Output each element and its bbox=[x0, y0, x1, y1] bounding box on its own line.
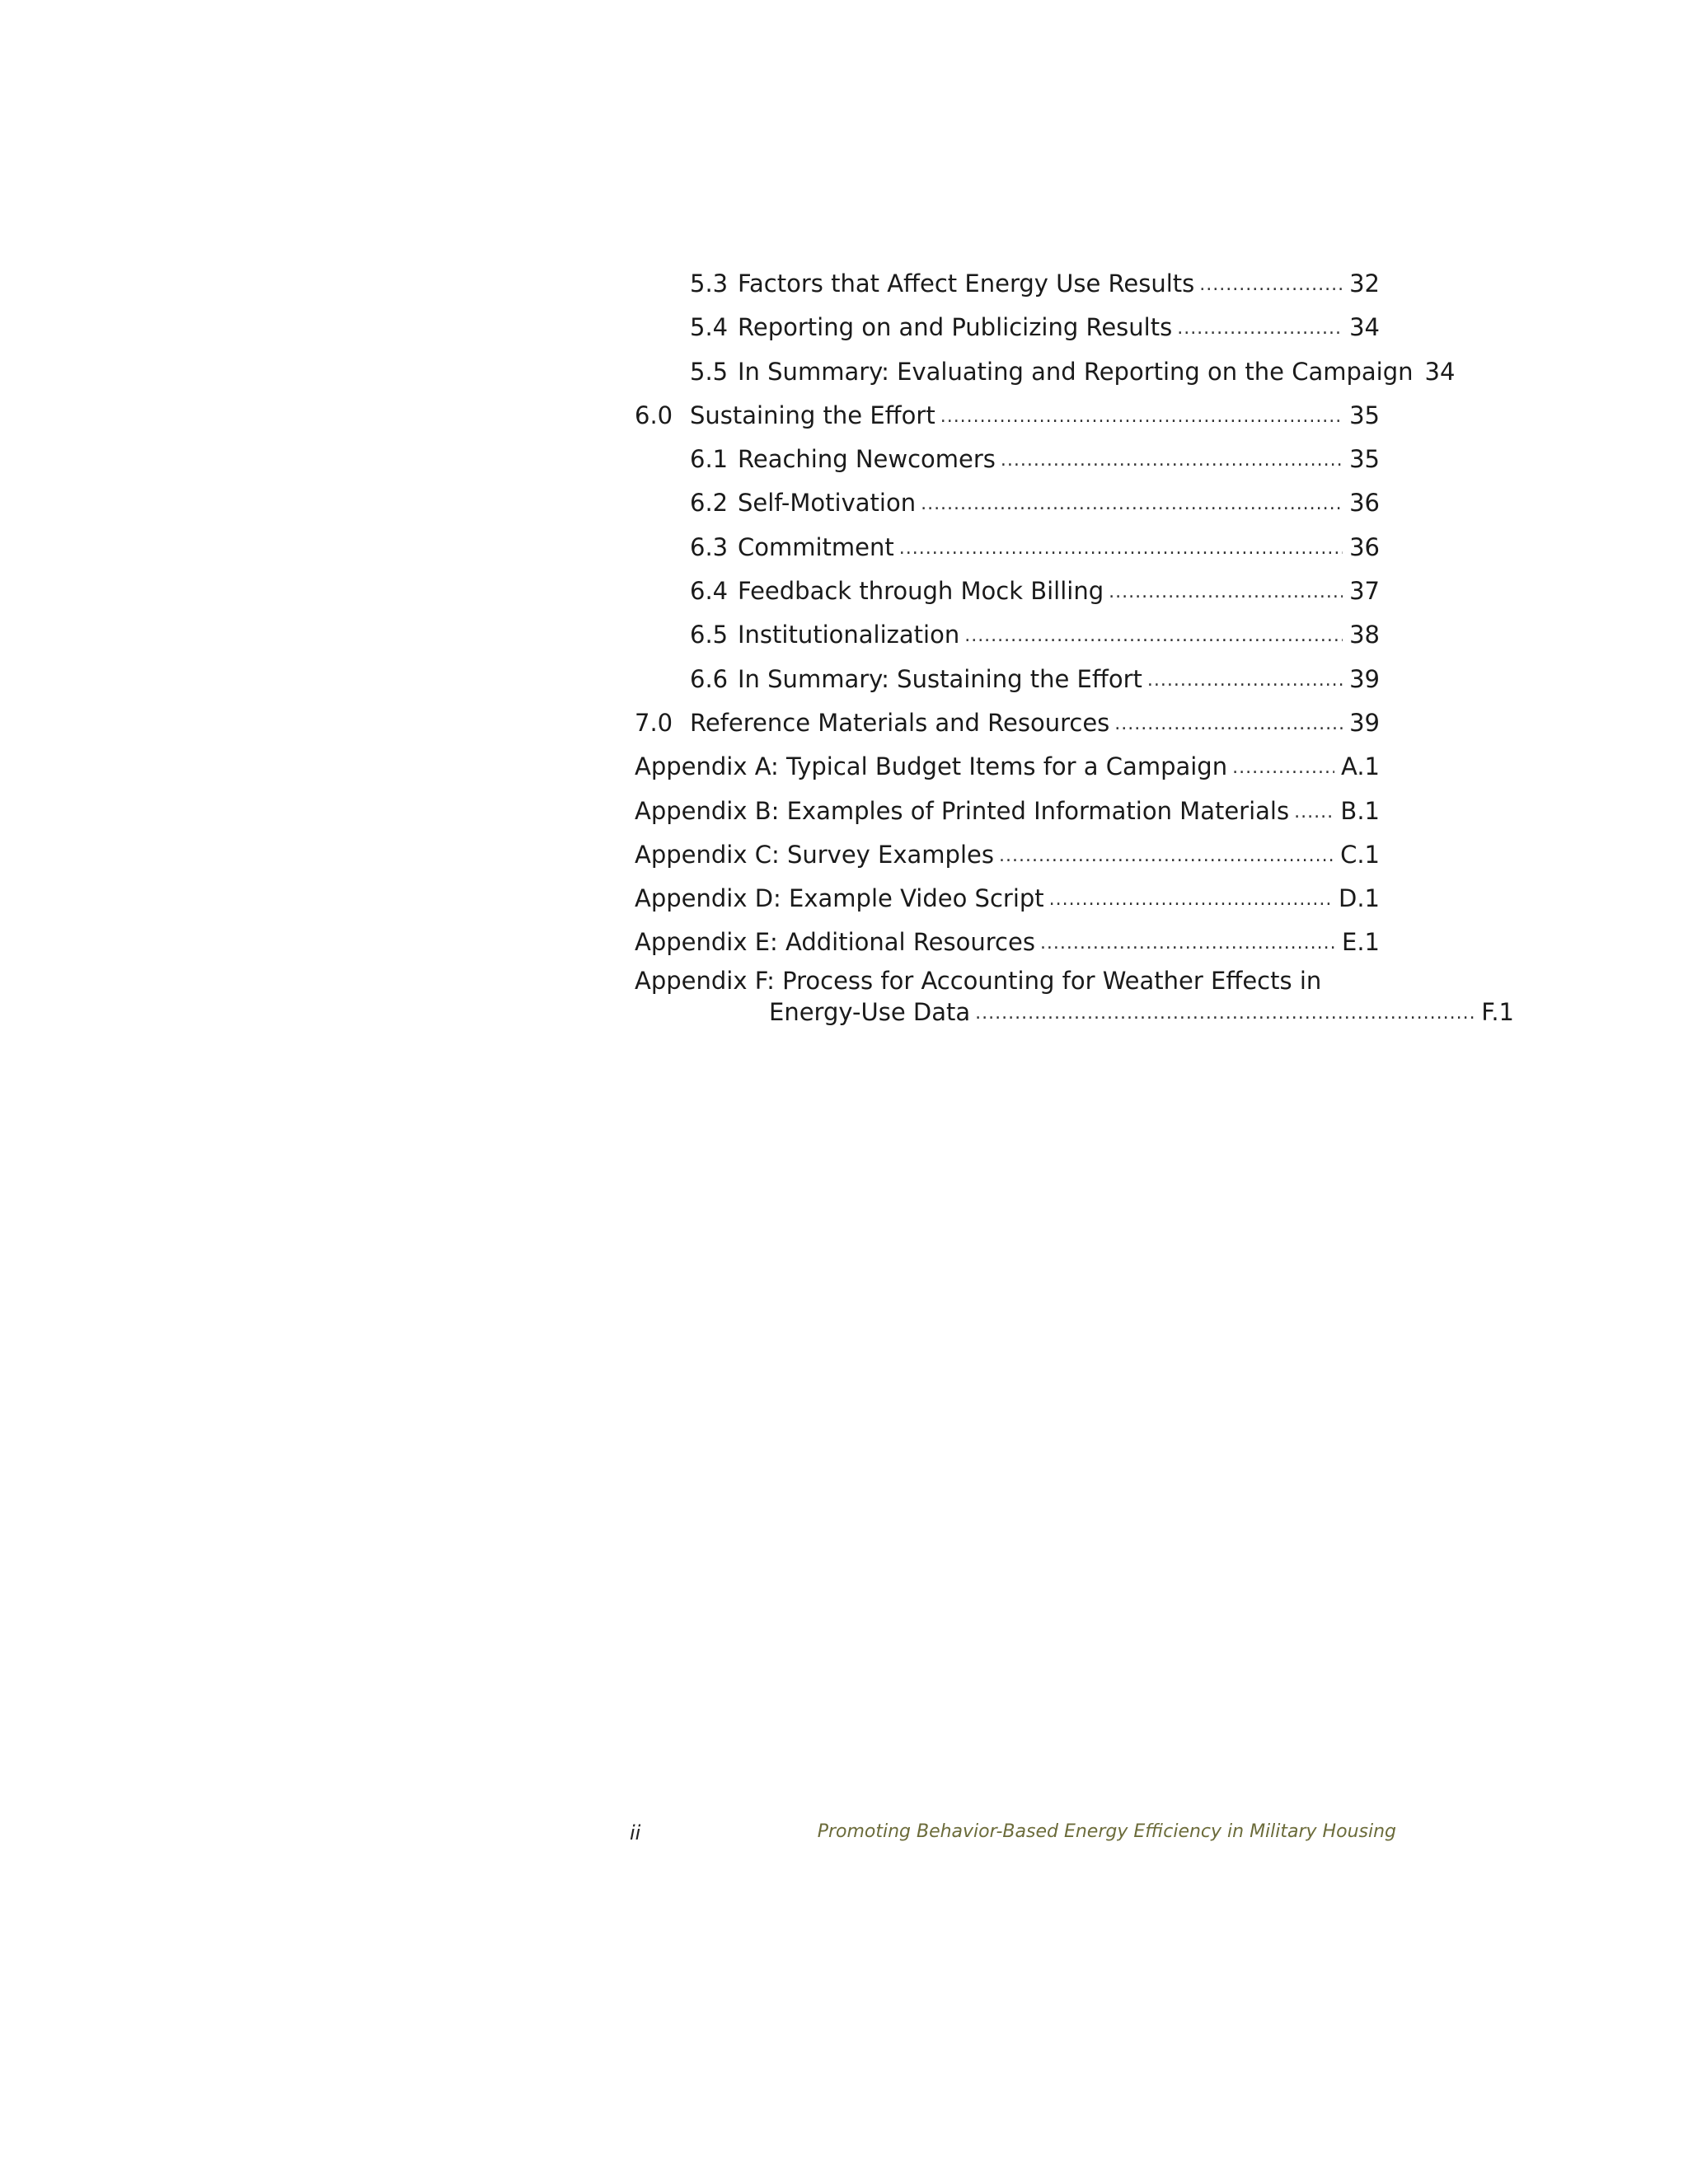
toc-title: Feedback through Mock Billing bbox=[738, 577, 1104, 606]
toc-title: Appendix A: Typical Budget Items for a Campaign bbox=[635, 752, 1228, 781]
dot-leader bbox=[1294, 790, 1334, 834]
toc-title: Sustaining the Effort bbox=[690, 401, 935, 429]
toc-title: Reporting on and Publicizing Results bbox=[738, 313, 1173, 342]
toc-page: 39 bbox=[1349, 708, 1380, 737]
toc-page: E.1 bbox=[1342, 928, 1380, 957]
toc-entry-appendix-c[interactable] bbox=[635, 833, 1380, 877]
toc-page: F.1 bbox=[1481, 997, 1514, 1026]
toc-number: 6.4 bbox=[690, 577, 729, 606]
toc-title: Reaching Newcomers bbox=[738, 445, 996, 474]
toc-page: 37 bbox=[1349, 577, 1380, 606]
toc-entry-6-6[interactable] bbox=[635, 658, 1380, 701]
table-of-contents bbox=[635, 262, 1514, 1031]
toc-entry-6-2[interactable] bbox=[635, 481, 1380, 525]
toc-entry-5-4[interactable] bbox=[635, 306, 1380, 349]
dot-leader bbox=[921, 482, 1343, 526]
toc-page: 34 bbox=[1349, 313, 1380, 342]
toc-page: 39 bbox=[1349, 664, 1380, 693]
toc-entry-6-0[interactable] bbox=[635, 394, 1380, 438]
toc-page: B.1 bbox=[1340, 796, 1380, 825]
toc-number: 5.3 bbox=[690, 269, 729, 298]
toc-number: 6.3 bbox=[690, 532, 729, 561]
toc-number: 6.2 bbox=[690, 489, 729, 518]
dot-leader bbox=[964, 614, 1343, 658]
toc-page: 35 bbox=[1349, 445, 1380, 474]
dot-leader bbox=[1049, 878, 1332, 921]
dot-leader bbox=[1109, 570, 1343, 614]
toc-entry-7-0[interactable] bbox=[635, 701, 1380, 745]
dot-leader bbox=[1040, 921, 1335, 965]
dot-leader bbox=[999, 834, 1334, 878]
toc-entry-6-1[interactable] bbox=[635, 438, 1380, 481]
dot-leader bbox=[1114, 702, 1343, 746]
footer-document-title: Promoting Behavior-Based Energy Efficiency in Military Housing bbox=[817, 1821, 1396, 1842]
toc-page: 36 bbox=[1349, 489, 1380, 518]
toc-entry-5-3[interactable] bbox=[635, 262, 1380, 306]
toc-entry-appendix-f[interactable] bbox=[635, 965, 1514, 1031]
toc-entry-appendix-e[interactable] bbox=[635, 921, 1380, 964]
toc-entry-6-5[interactable] bbox=[635, 613, 1380, 657]
toc-entry-6-3[interactable] bbox=[635, 526, 1380, 569]
toc-title: Commitment bbox=[738, 532, 894, 561]
dot-leader bbox=[1199, 263, 1343, 307]
toc-entry-6-4[interactable] bbox=[635, 569, 1380, 613]
toc-title: Appendix D: Example Video Script bbox=[635, 884, 1044, 913]
toc-title: Institutionalization bbox=[738, 621, 960, 649]
toc-page: 32 bbox=[1349, 269, 1380, 298]
toc-entry-appendix-a[interactable] bbox=[635, 745, 1380, 789]
toc-page: 38 bbox=[1349, 621, 1380, 649]
toc-number: 5.4 bbox=[690, 313, 729, 342]
toc-title: Appendix F: Process for Accounting for Weather Effects in bbox=[635, 966, 1322, 995]
toc-entry-appendix-d[interactable] bbox=[635, 877, 1380, 921]
toc-number: 5.5 bbox=[690, 357, 729, 386]
page-footer bbox=[626, 1821, 1396, 1854]
dot-leader bbox=[1001, 438, 1343, 482]
toc-page: 36 bbox=[1349, 532, 1380, 561]
toc-title-continued: Energy-Use Data bbox=[769, 997, 971, 1026]
toc-page: 35 bbox=[1349, 401, 1380, 429]
toc-title: In Summary: Sustaining the Effort bbox=[738, 664, 1142, 693]
dot-leader bbox=[975, 998, 1475, 1029]
toc-title: In Summary: Evaluating and Reporting on the Campaign bbox=[738, 357, 1414, 386]
toc-number: 6.1 bbox=[690, 445, 729, 474]
toc-title: Factors that Affect Energy Use Results bbox=[738, 269, 1195, 298]
dot-leader bbox=[1147, 658, 1343, 702]
toc-title: Self-Motivation bbox=[738, 489, 917, 518]
toc-page: A.1 bbox=[1341, 752, 1380, 781]
toc-number: 6.0 bbox=[635, 401, 673, 429]
dot-leader bbox=[1232, 746, 1334, 790]
dot-leader bbox=[1177, 307, 1343, 350]
toc-page: D.1 bbox=[1339, 884, 1380, 913]
toc-title: Reference Materials and Resources bbox=[690, 708, 1110, 737]
toc-page: C.1 bbox=[1340, 840, 1380, 869]
toc-page: 34 bbox=[1424, 357, 1456, 386]
dot-leader bbox=[940, 395, 1343, 438]
footer-page-number: ii bbox=[630, 1821, 641, 1844]
toc-entry-5-5[interactable] bbox=[635, 350, 1456, 394]
dot-leader bbox=[899, 527, 1343, 570]
toc-number: 6.5 bbox=[690, 621, 729, 649]
toc-title: Appendix B: Examples of Printed Information Materials bbox=[635, 796, 1290, 825]
toc-entry-appendix-b[interactable] bbox=[635, 790, 1380, 833]
toc-number: 6.6 bbox=[690, 664, 729, 693]
toc-title: Appendix E: Additional Resources bbox=[635, 928, 1035, 957]
toc-title: Appendix C: Survey Examples bbox=[635, 840, 994, 869]
toc-number: 7.0 bbox=[635, 708, 673, 737]
